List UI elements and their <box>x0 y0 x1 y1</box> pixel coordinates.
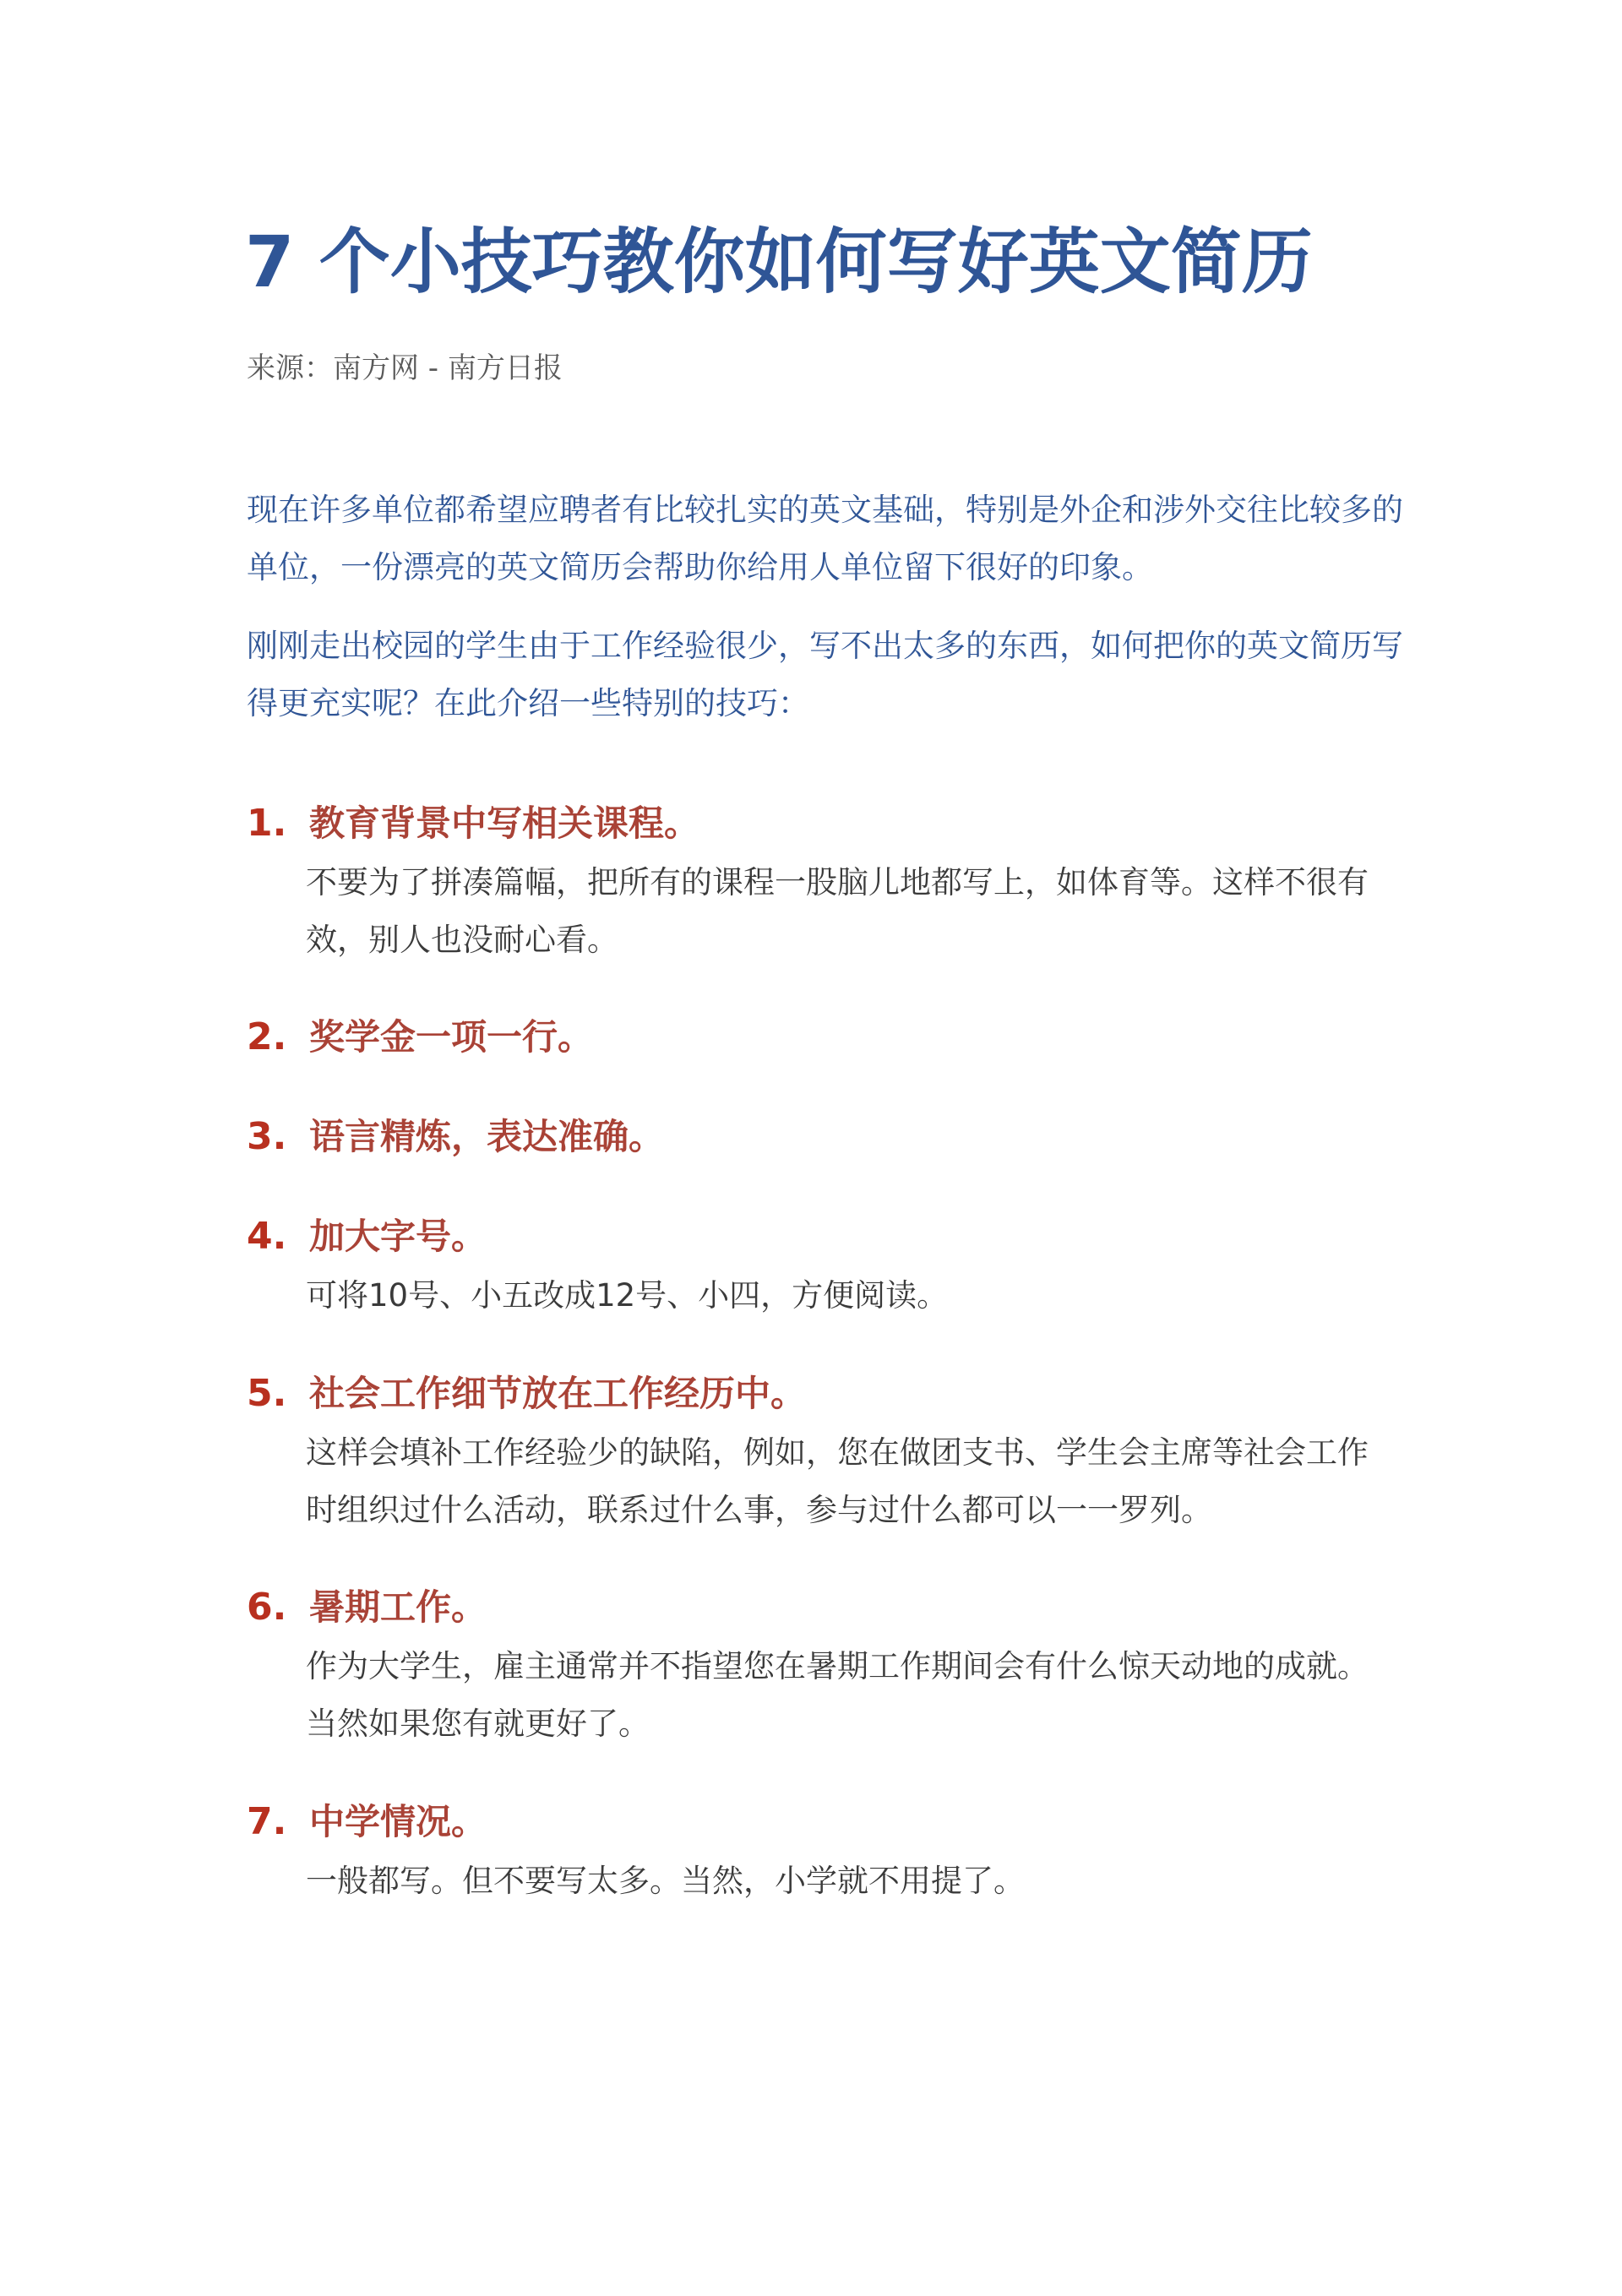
tip-body: 这样会填补工作经验少的缺陷，例如，您在做团支书、学生会主席等社会工作时组织过什么活动，联系过什么事，参与过什么都可以一一罗列。 <box>306 1434 1369 1528</box>
tip-title: 奖学金一项一行。 <box>309 1016 594 1058</box>
tip-title: 语言精炼，表达准确。 <box>309 1116 665 1157</box>
tip-title: 加大字号。 <box>309 1216 487 1257</box>
tip-body: 作为大学生，雇主通常并不指望您在暑期工作期间会有什么惊天动地的成就。当然如果您有就更好了。 <box>306 1648 1369 1742</box>
tip-title: 暑期工作。 <box>309 1586 487 1628</box>
tip-title: 中学情况。 <box>309 1801 487 1842</box>
tip-number: 1. <box>247 802 287 845</box>
intro-paragraph-2: 刚刚走出校园的学生由于工作经验很少，写不出太多的东西，如何把你的英文简历写得更充实呢？在此介绍一些特别的技巧： <box>247 628 1403 721</box>
tip-number: 6. <box>247 1586 287 1629</box>
tip-title: 社会工作细节放在工作经历中。 <box>309 1373 807 1414</box>
article-title: 7 个小技巧教你如何写好英文简历 <box>245 220 1313 303</box>
tip-number: 5. <box>247 1372 287 1415</box>
tip-body: 一般都写。但不要写太多。当然，小学就不用提了。 <box>306 1863 1025 1899</box>
tip-number: 7. <box>247 1800 287 1843</box>
tip-body: 不要为了拼凑篇幅，把所有的课程一股脑儿地都写上，如体育等。这样不很有效，别人也没耐心看。 <box>306 864 1369 958</box>
intro-paragraph-1: 现在许多单位都希望应聘者有比较扎实的英文基础，特别是外企和涉外交往比较多的单位，一份漂亮的英文简历会帮助你给用人单位留下很好的印象。 <box>247 492 1403 585</box>
tip-number: 4. <box>247 1215 287 1258</box>
tip-body: 可将10号、小五改成12号、小四，方便阅读。 <box>306 1277 949 1314</box>
tip-number: 2. <box>247 1015 287 1058</box>
tip-number: 3. <box>247 1115 287 1158</box>
tip-title: 教育背景中写相关课程。 <box>309 803 700 844</box>
article-source: 来源：南方网 - 南方日报 <box>247 351 563 385</box>
